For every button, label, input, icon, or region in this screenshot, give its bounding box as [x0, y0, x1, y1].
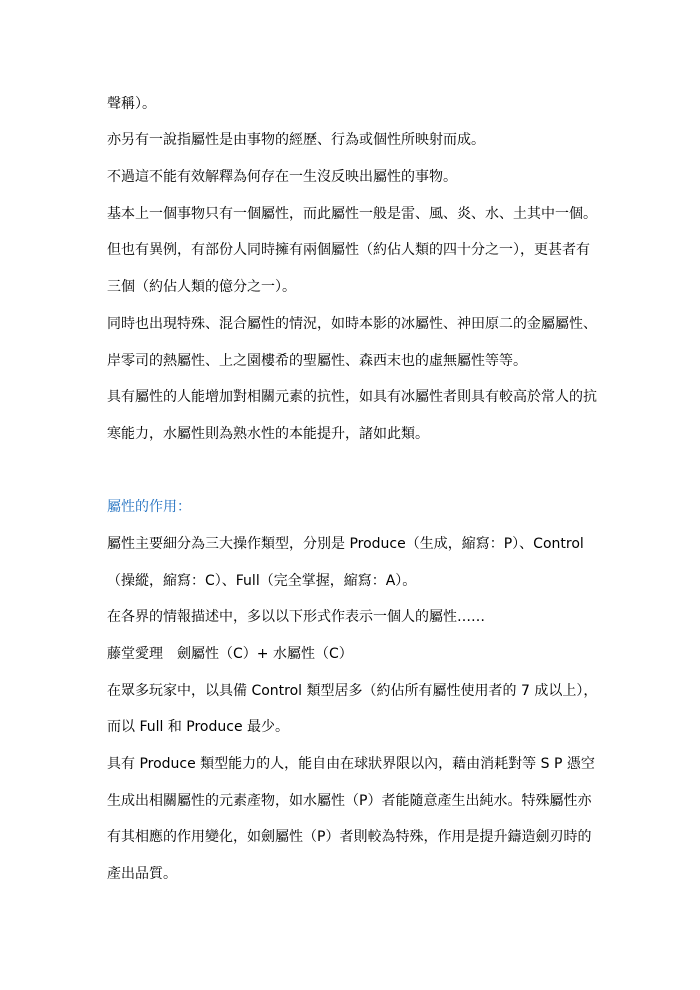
paragraph-line: 同時也出現特殊、混合屬性的情況，如時本影的冰屬性、神田原二的金屬屬性、 [107, 316, 597, 332]
paragraph-line: 有其相應的作用變化，如劍屬性（P）者則較為特殊，作用是提升鑄造劍刃時的 [107, 829, 592, 845]
paragraph-line: 亦另有一說指屬性是由事物的經歷、行為或個性所映射而成。 [107, 132, 485, 148]
paragraph-line: 藤堂愛理 劍屬性（C）+ 水屬性（C） [107, 646, 353, 662]
paragraph-line: （操縱，縮寫：C）、Full（完全掌握，縮寫：A）。 [107, 573, 417, 589]
paragraph-line: 屬性主要細分為三大操作類型，分別是 Produce（生成，縮寫：P）、Control [107, 536, 584, 552]
paragraph-line: 三個（約佔人類的億分之一）。 [107, 279, 296, 295]
paragraph-line: 基本上一個事物只有一個屬性，而此屬性一般是雷、風、炎、水、土其中一個。 [107, 206, 597, 222]
paragraph-line: 聲稱）。 [107, 96, 156, 112]
paragraph-line: 岸零司的熱屬性、上之園樓希的聖屬性、森西末也的虛無屬性等等。 [107, 353, 527, 369]
paragraph-line: 而以 Full 和 Produce 最少。 [107, 719, 290, 735]
section-heading: 屬性的作用： [107, 499, 191, 515]
paragraph-line: 但也有異例，有部份人同時擁有兩個屬性（約佔人類的四十分之一），更甚者有 [107, 242, 590, 258]
paragraph-line: 不過這不能有效解釋為何存在一生沒反映出屬性的事物。 [107, 169, 457, 185]
paragraph-line: 在各界的情報描述中，多以以下形式作表示一個人的屬性…… [107, 609, 485, 625]
paragraph-line: 具有屬性的人能增加對相關元素的抗性，如具有冰屬性者則具有較高於常人的抗 [107, 389, 597, 405]
paragraph-line: 產出品質。 [107, 866, 177, 882]
paragraph-line: 寒能力，水屬性則為熟水性的本能提升，諸如此類。 [107, 426, 429, 442]
paragraph-line: 在眾多玩家中，以具備 Control 類型居多（約佔所有屬性使用者的 7 成以上）， [107, 683, 598, 699]
paragraph-line: 生成出相關屬性的元素產物，如水屬性（P）者能隨意產生出純水。特殊屬性亦 [107, 793, 592, 809]
paragraph-line: 具有 Produce 類型能力的人，能自由在球狀界限以內，藉由消耗對等 S P 憑空 [107, 756, 595, 772]
